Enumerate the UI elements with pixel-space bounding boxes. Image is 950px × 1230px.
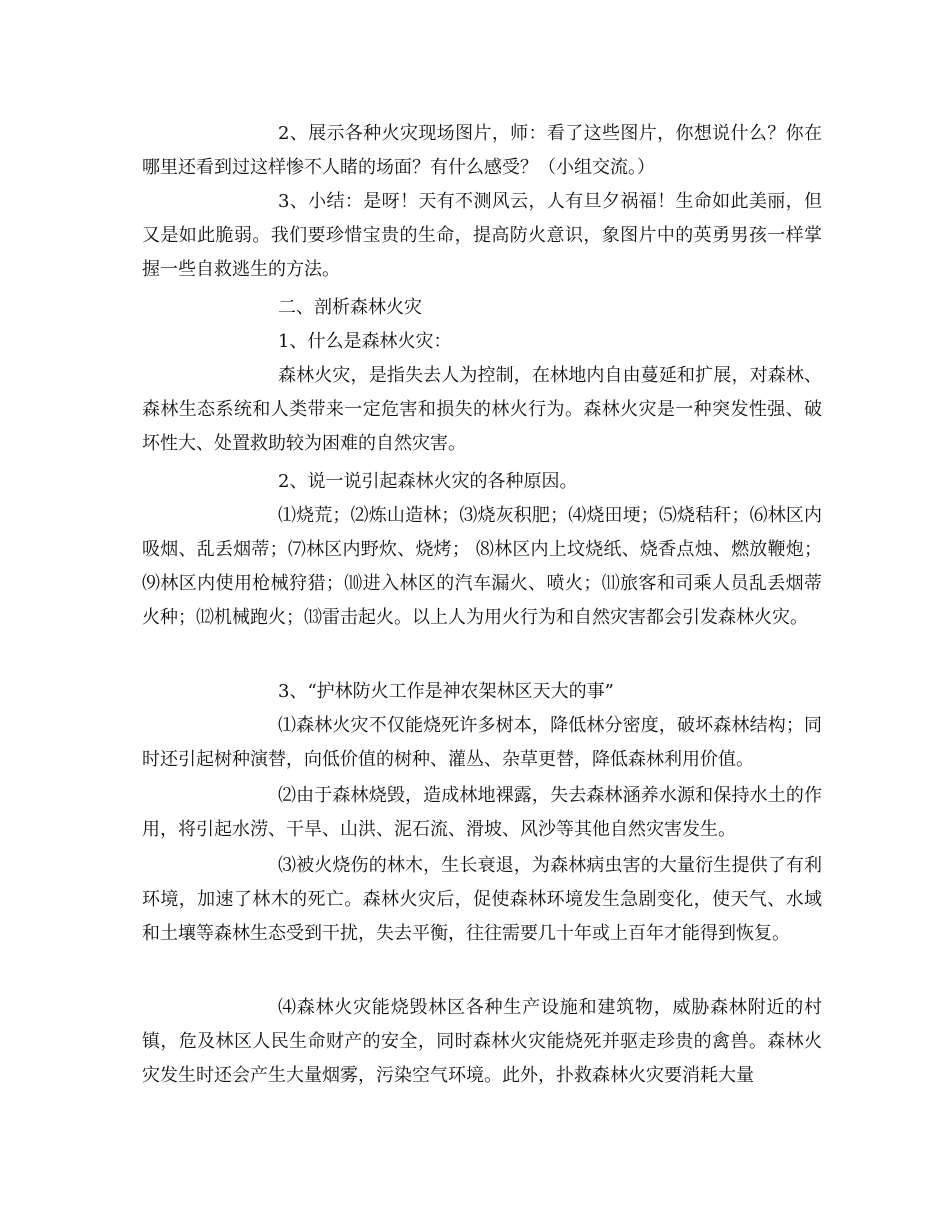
paragraph-impact-4: ⑷森林火灾能烧毁林区各种生产设施和建筑物，威胁森林附近的村镇，危及林区人民生命财产的安全，同时森林火灾能烧死并驱走珍贵的禽兽。森林火灾发生时还会产生大量烟雾，污染空气环境。此外，扑救森林火灾要消耗大量 (142, 997, 822, 1086)
subheading-fire-prevention: 3、“护林防火工作是神农架林区天大的事” (278, 681, 614, 702)
subheading-fire-causes: 2、说一说引起森林火灾的各种原因。 (278, 471, 578, 492)
paragraph-show-fire-pictures: 2、展示各种火灾现场图片，师：看了这些图片，你想说什么？你在哪里还看到过这样惨不人睹的场面？有什么感受？（小组交流。） (142, 123, 822, 178)
paragraph-summary: 3、小结：是呀！天有不测风云，人有旦夕祸福！生命如此美丽，但又是如此脆弱。我们要珍惜宝贵的生命，提高防火意识，象图片中的英勇男孩一样掌握一些自救逃生的方法。 (142, 191, 822, 280)
section-heading-forest-fire: 二、剖析森林火灾 (278, 297, 422, 318)
subheading-what-is-forest-fire: 1、什么是森林火灾： (278, 331, 452, 352)
paragraph-impact-2: ⑵由于森林烧毁，造成林地裸露，失去森林涵养水源和保持水土的作用，将引起水涝、干旱、山洪、泥石流、滑坡、风沙等其他自然灾害发生。 (142, 785, 822, 840)
paragraph-forest-fire-definition: 森林火灾，是指失去人为控制，在林地内自由蔓延和扩展，对森林、森林生态系统和人类带来一定危害和损失的林火行为。森林火灾是一种突发性强、破坏性大、处置救助较为困难的自然灾害。 (142, 365, 822, 454)
paragraph-fire-causes-list: ⑴烧荒；⑵炼山造林；⑶烧灰积肥；⑷烧田埂；⑸烧秸秆；⑹林区内吸烟、乱丢烟蒂；⑺林区内野炊、烧烤； ⑻林区内上坟烧纸、烧香点烛、燃放鞭炮；⑼林区内使用枪械狩猎；⑽进入林区的汽车漏火、喷火；⑾旅客和司乘人员乱丢烟蒂火种；⑿机械跑火；⒀雷击起火。以上人为用火行为和自然灾害都会引发森林火灾。 (142, 505, 822, 628)
paragraph-impact-1: ⑴森林火灾不仅能烧死许多树本，降低林分密度，破坏森林结构；同时还引起树种演替，向低价值的树种、灌丛、杂草更替，降低森林利用价值。 (142, 715, 822, 770)
paragraph-impact-3: ⑶被火烧伤的林木，生长衰退，为森林病虫害的大量衍生提供了有利环境，加速了林木的死亡。森林火灾后，促使森林环境发生急剧变化，使天气、水域和土壤等森林生态受到干扰，失去平衡，往往需要几十年或上百年才能得到恢复。 (142, 855, 822, 944)
